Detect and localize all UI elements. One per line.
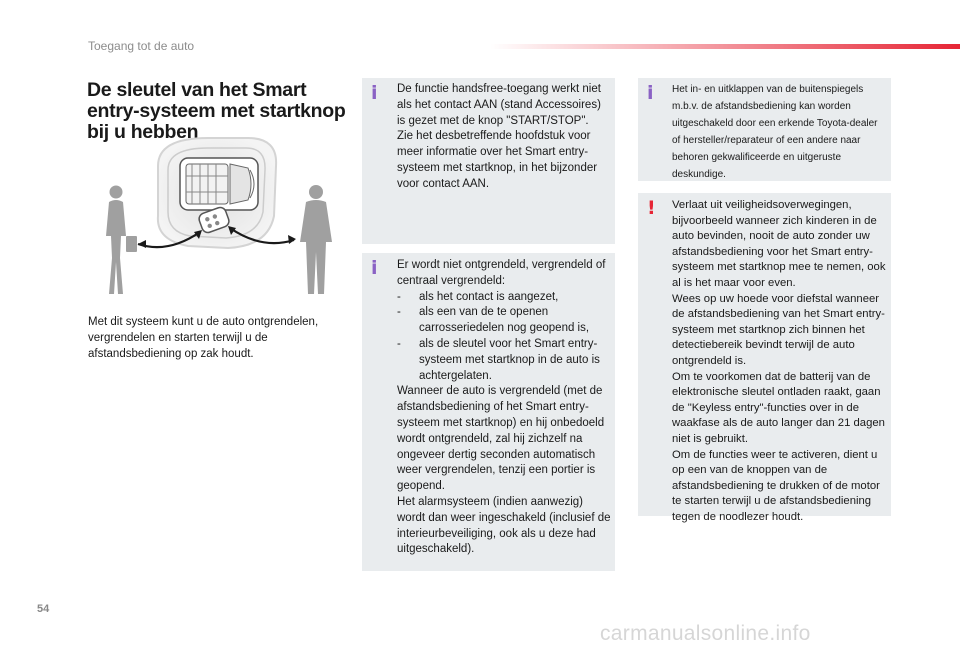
warning-icon: ! [647, 197, 656, 219]
info-note-handsfree [362, 78, 615, 244]
man-figure [300, 185, 332, 294]
page-heading: De sleutel van het Smart entry-systeem met startknop bij u hebben [87, 79, 346, 143]
watermark: carmanualsonline.info [600, 622, 811, 645]
note-paragraph: Om te voorkomen dat de batterij van de elektronische sleutel ontladen raakt, gaan de "Keyless entry"-functies over in de waakfase als de auto langer dan 21 dagen niet is gebruikt. [672, 370, 885, 445]
car-top-view [180, 158, 258, 210]
info-icon: i [371, 257, 378, 279]
condition-list [397, 290, 613, 385]
list-item: - als het contact is aangezet, [397, 290, 559, 303]
warning-note-safety [638, 193, 891, 523]
page-number: 54 [37, 603, 50, 615]
note-paragraph: Om de functies weer te activeren, dient u op een van de knoppen van de afstandsbediening te drukken of de motor te starten terwijl u de afstandsbediening tegen de noodlezer houdt. [672, 448, 880, 523]
smart-entry-illustration [88, 136, 338, 306]
list-item: - als een van de te openen carrosseriedelen nog geopend is, [397, 306, 590, 335]
info-note-mirrors [638, 78, 891, 181]
note-paragraph: Verlaat uit veiligheidsoverwegingen, bijvoorbeeld wanneer zich kinderen in de auto bevinden, nooit de auto zonder uw afstandsbediening voor het Smart entry-systeem met startknop mee te nemen, ook al is het maar voor even. [672, 199, 886, 289]
note-line: De functie handsfree-toegang werkt niet als het contact AAN (stand Accessoires) is gezet met de knop "START/STOP". [397, 83, 601, 127]
note-line: Zie het desbetreffende hoofdstuk voor meer informatie over het Smart entry-systeem met startknop, in het bijzonder voor contact AAN. [397, 130, 598, 190]
note-paragraph: Wees op uw hoede voor diefstal wanneer de afstandsbediening van het Smart entry-systeem met startknop zich binnen het detectiebereik bevindt terwijl de auto ontgrendeld is. [672, 292, 885, 367]
list-item: - als de sleutel voor het Smart entry-systeem met startknop in de auto is achtergelaten. [397, 337, 600, 382]
woman-figure [106, 186, 137, 295]
section-title: Toegang tot de auto [88, 39, 195, 53]
info-note-locking [362, 253, 615, 571]
note-paragraph: Het alarmsysteem (indien aanwezig) wordt dan weer ingeschakeld (inclusief de interieurbeveiliging, ook als u deze had uitgeschakeld). [397, 495, 611, 556]
header-accent-bar [490, 44, 960, 49]
note-paragraph: Wanneer de auto is vergrendeld (met de afstandsbediening of het Smart entry-systeem met startknop) en hij onbedoeld wordt ontgrendeld, zal hij zichzelf na ongeveer dertig seconden automatisch weer vergrendelen, tenzij een portier is geopend. [397, 385, 605, 493]
note-paragraph: Het in- en uitklappen van de buitenspiegels m.b.v. de afstandsbediening kan worden uitgeschakeld door een erkende Toyota-dealer of hersteller/reparateur of een andere naar behoren gekwalificeerde en uitgeruste deskundige. [672, 84, 878, 180]
note-intro: Er wordt niet ontgrendeld, vergrendeld of centraal vergrendeld: [397, 259, 606, 287]
info-icon: i [647, 82, 654, 104]
intro-paragraph: Met dit systeem kunt u de auto ontgrendelen, vergrendelen en starten terwijl u de afstandsbediening op zak houdt. [88, 316, 319, 360]
info-icon: i [371, 82, 378, 104]
